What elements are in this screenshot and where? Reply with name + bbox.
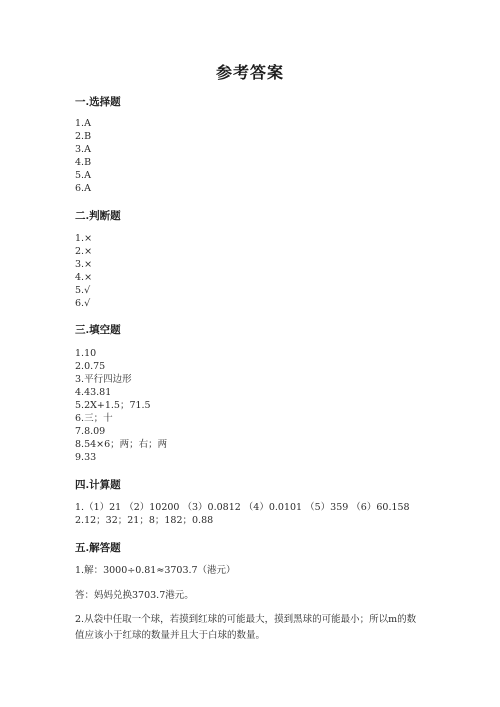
answer-line: 6.√	[75, 298, 91, 309]
answer-line: 2.0.75	[75, 361, 106, 372]
answer-line: 6.A	[75, 183, 91, 194]
answer-line: 1.解：3000÷0.81≈3703.7（港元）	[75, 565, 236, 576]
answer-line: 答：妈妈兑换3703.7港元。	[75, 590, 194, 601]
answer-line: 4.43.81	[75, 387, 112, 398]
page-title: 参考答案	[215, 63, 284, 82]
answer-line: 7.8.09	[75, 426, 106, 437]
answer-line: 8.54×6；两；右；两	[75, 439, 168, 450]
answer-line: 9.33	[75, 452, 97, 463]
answer-line: 5.√	[75, 285, 91, 296]
section-heading-choice: 一.选择题	[75, 96, 121, 108]
answer-line: 4.×	[75, 272, 93, 283]
answer-line: 2.×	[75, 246, 93, 257]
answer-line: 3.×	[75, 259, 93, 270]
answer-line: 2.B	[75, 131, 92, 142]
answer-line: 3.A	[75, 144, 91, 155]
answer-line: 6.三；十	[75, 413, 113, 424]
answer-paragraph: 2.从袋中任取一个球，若摸到红球的可能最大，摸到黑球的可能最小；所以m的数值应该小于红球的数量并且大于白球的数量。	[75, 614, 417, 641]
answer-line: 1.A	[75, 118, 91, 129]
answer-line: 4.B	[75, 157, 92, 168]
answer-line: 2.12；32；21；8；182；0.88	[75, 515, 214, 526]
answer-line: 1.×	[75, 233, 93, 244]
section-heading-judge: 二.判断题	[75, 210, 121, 222]
answer-line: 1.10	[75, 348, 97, 359]
answer-line: 5.2X+1.5；71.5	[75, 400, 151, 411]
answer-line: 3.平行四边形	[75, 374, 132, 385]
section-heading-solve: 五.解答题	[75, 542, 121, 554]
section-heading-calc: 四.计算题	[75, 479, 121, 491]
answer-line: 1.（1）21 （2）10200 （3）0.0812 （4）0.0101 （5）359 （6）60.158	[75, 502, 410, 513]
answer-line: 5.A	[75, 170, 91, 181]
section-heading-fill: 三.填空题	[75, 324, 121, 336]
